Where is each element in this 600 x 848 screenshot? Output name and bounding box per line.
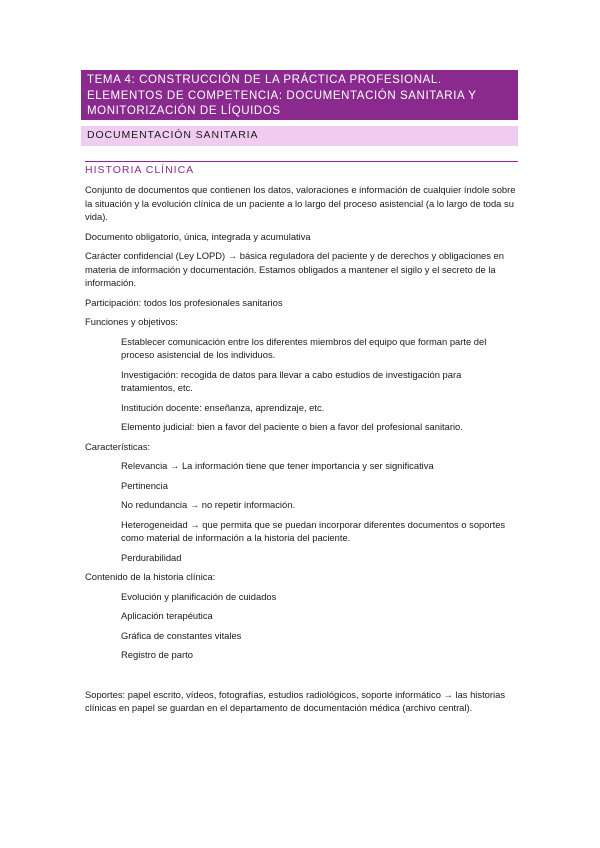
contenido-heading: Contenido de la historia clínica: [85,571,216,582]
list-item-caracteristica: Pertinencia [121,479,168,491]
paragraph-participacion: Participación: todos los profesionales sanitarios [85,296,283,308]
list-item-caracteristica: Heterogeneidad → que permita que se puedan incorporar diferentes documentos o soportes como material de información a la historia del paciente. [121,518,506,543]
subsection-heading: HISTORIA CLÍNICA [85,161,518,176]
list-item-caracteristica: No redundancia → no repetir información. [121,499,296,510]
topic-title-line-2: ELEMENTOS DE COMPETENCIA: DOCUMENTACIÓN SANITARIA Y [87,89,477,102]
caracteristicas-heading: Características: [85,440,151,452]
topic-title-line-1: TEMA 4: CONSTRUCCIÓN DE LA PRÁCTICA PROFESIONAL. [87,74,442,86]
document-body [85,183,516,715]
list-item-caracteristica: Relevancia → La información tiene que tener importancia y ser significativa [121,460,434,471]
list-item-contenido: Gráfica de constantes vitales [121,629,242,641]
list-item-funcion: Institución docente: enseñanza, aprendizaje, etc. [121,401,325,413]
topic-title-band [81,70,518,120]
topic-title-line-3: MONITORIZACIÓN DE LÍQUIDOS [87,105,281,117]
paragraph-intro: Conjunto de documentos que contienen los datos, valoraciones e información de cualquier índole sobre la situación y la evolución clínica de un paciente a lo largo del proceso asistencial (a lo largo de toda su vida). [85,184,516,222]
paragraph-caracter: Carácter confidencial (Ley LOPD) → básica reguladora del paciente y de derechos y obligaciones en materia de información y documentación. Estamos obligados a mantener el sigilo y el secreto de la información. [85,250,504,288]
paragraph-documento: Documento obligatorio, única, integrada y acumulativa [85,230,311,242]
list-item-funcion: Elemento judicial: bien a favor del paciente o bien a favor del profesional sanitario. [121,421,463,432]
list-item-contenido: Registro de parto [121,649,193,660]
list-item-contenido: Evolución y planificación de cuidados [121,590,277,602]
section-heading: DOCUMENTACIÓN SANITARIA [81,126,518,146]
list-item-funcion: Investigación: recogida de datos para llevar a cabo estudios de investigación para tratamientos, etc. [121,368,462,393]
list-item-caracteristica: Perdurabilidad [121,551,182,563]
funciones-heading: Funciones y objetivos: [85,316,178,327]
paragraph-soportes: Soportes: papel escrito, vídeos, fotografías, estudios radiológicos, soporte informático → las historias clínicas en papel se guardan en el departamento de documentación médica (archivo central). [85,688,506,713]
list-item-funcion: Establecer comunicación entre los diferentes miembros del equipo que forman parte del proceso asistencial de los individuos. [121,335,487,360]
list-item-contenido: Aplicación terapéutica [121,610,213,621]
